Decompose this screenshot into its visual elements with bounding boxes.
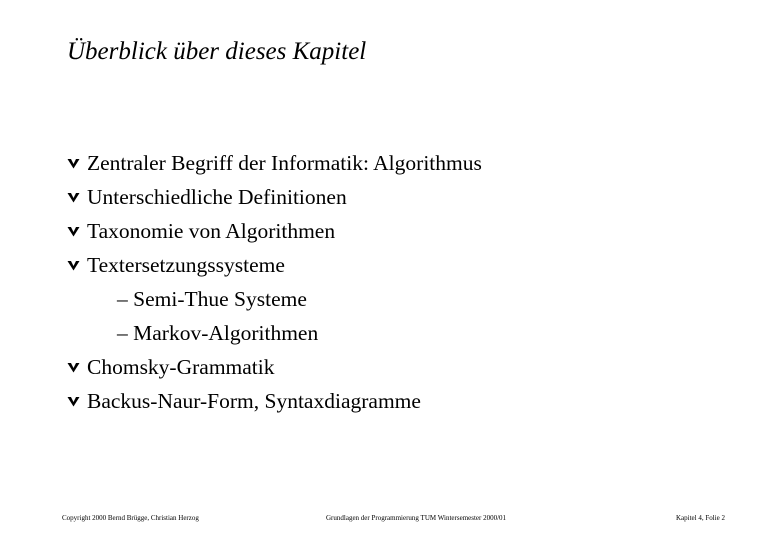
bullet-label: Unterschiedliche Definitionen	[87, 185, 347, 209]
bullet-label: Chomsky-Grammatik	[87, 355, 275, 379]
bullet-item	[67, 146, 482, 180]
bullet-item	[67, 350, 482, 384]
checkmark-v-icon	[67, 260, 87, 271]
bullet-label: Textersetzungssysteme	[87, 253, 285, 277]
bullet-label: Zentraler Begriff der Informatik: Algorithmus	[87, 151, 482, 175]
footer-copyright: Copyright 2000 Bernd Brügge, Christian Herzog	[62, 514, 199, 522]
footer-slide-number: Kapitel 4, Folie 2	[676, 514, 725, 522]
bullet-item	[67, 180, 482, 214]
checkmark-v-icon	[67, 158, 87, 169]
slide-title: Überblick über dieses Kapitel	[67, 38, 367, 65]
bullet-item	[67, 248, 482, 282]
sub-bullet-item	[67, 316, 482, 350]
checkmark-v-icon	[67, 396, 87, 407]
checkmark-v-icon	[67, 362, 87, 373]
checkmark-v-icon	[67, 192, 87, 203]
bullet-label: – Semi-Thue Systeme	[117, 287, 307, 311]
checkmark-v-icon	[67, 226, 87, 237]
bullet-item	[67, 214, 482, 248]
bullet-label: Taxonomie von Algorithmen	[87, 219, 336, 243]
footer-course: Grundlagen der Programmierung TUM Wintersemester 2000/01	[326, 514, 507, 522]
bullet-item	[67, 384, 482, 418]
bullet-list	[67, 146, 482, 418]
sub-bullet-item	[67, 282, 482, 316]
bullet-label: Backus-Naur-Form, Syntaxdiagramme	[87, 389, 421, 413]
bullet-label: – Markov-Algorithmen	[117, 321, 319, 345]
